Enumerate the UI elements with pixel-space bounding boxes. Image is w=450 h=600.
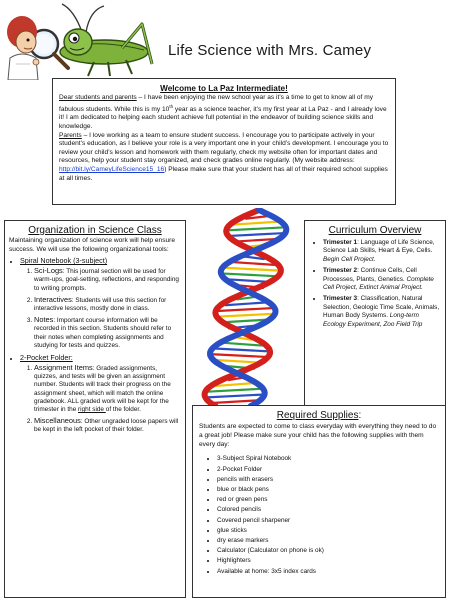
list-item: • Covered pencil sharpener (217, 516, 439, 526)
list-item: • Calculator (Calculator on phone is ok) (217, 546, 439, 556)
page-title: Life Science with Mrs. Camey (168, 42, 372, 59)
parents-lead: Parents (59, 131, 82, 139)
dna-base-pair (221, 273, 280, 276)
list-item: • blue or black pens (217, 485, 439, 495)
list-item: • 3-Subject Spiral Notebook (217, 454, 439, 464)
section-term: Interactives (34, 294, 72, 304)
list-item: • 2-Pocket Folder (217, 465, 439, 475)
welcome-paragraph-parents (59, 132, 389, 184)
students-text: – I have been enjoying the new school year as it’s a time to get to know all of my fabulous students. While this is my 10th year as a science teacher, it’s my first year at La Paz - and I already love it! I am dedicated to helping each student achieve full potential in the endeavor of building science skills and knowledge. (59, 94, 387, 130)
list-item: • Available at home: 3x5 index cards (217, 567, 439, 577)
dna-base-pair (215, 314, 274, 317)
notebook-sections (20, 267, 181, 350)
welcome-paragraph-students (59, 94, 389, 132)
list-item: • glue sticks (217, 526, 439, 536)
trimester-topics: : Continue Cells, Cell Processes, Plants, Genetics. (323, 267, 417, 283)
list-item: • Highlighters (217, 556, 439, 566)
trimester-term: Trimester 2 (323, 267, 358, 275)
dna-base-pair (217, 308, 274, 311)
list-item (34, 364, 181, 414)
dna-helix-illustration (184, 208, 308, 408)
parents-text: – I love working as a team to ensure student success. I encourage you to participate actively in your student’s education, as I believe your role is a very important one in your child’s development. I encourage you to review your child’s lesson and homework with them regularly, check my website often for important dates and resources, help your student stay organized, and check grades online regularly. (My website address: (59, 131, 389, 165)
folder-label: 2-Pocket Folder: (20, 353, 73, 363)
section-tail: of the folder. (105, 406, 141, 414)
list-item: • red or green pens (217, 495, 439, 505)
trimester-project: Complete Cell Project, Extinct Animal Project. (323, 275, 434, 292)
dna-base-pair (234, 222, 281, 225)
section-text: : This journal section will be used for warm-ups, goal-setting, reflections, and responding to writing prompts. (34, 268, 179, 292)
notebook-label: Spiral Notebook (3-subject) (20, 256, 108, 266)
trimester-topics: : Language of Life Science, Science Lab Skills, Heart & Eye, Cells. (323, 239, 435, 255)
students-lead: Dear students and parents (59, 94, 137, 101)
list-item (34, 267, 181, 293)
section-text: : Important course information will be recorded in this section. Students should refer to their notes when completing assignments and studying for tests and quizzes. (34, 317, 172, 349)
supplies-heading-colon: : (358, 410, 362, 421)
notebook-item (20, 256, 181, 350)
trimester-term: Trimester 3 (323, 295, 358, 303)
curriculum-heading: Curriculum Overview (328, 225, 422, 236)
folder-sections (20, 364, 181, 435)
section-text: : Other ungraded loose papers will be kept in the left pocket of their folder. (34, 418, 179, 434)
dna-base-pair (222, 268, 280, 271)
supplies-intro: Students are expected to come to class everyday with everything they need to do a great job! Please make sure your child has the following supplies with them every day: (199, 423, 437, 448)
section-term: Notes (34, 315, 54, 325)
folder-item (20, 353, 181, 435)
dna-base-pair (230, 262, 275, 265)
supplies-heading-text: Required Supplies (276, 410, 359, 421)
dna-base-pair (216, 383, 256, 386)
dna-base-pair (205, 394, 265, 397)
curriculum-box (304, 220, 446, 412)
parents-tail: ) Please make sure that your student has all of their required school supplies at all times. (59, 165, 388, 182)
list-item: • pencils with erasers (217, 475, 439, 485)
dna-base-pair (220, 343, 262, 346)
organization-box (4, 220, 186, 598)
dna-base-pair (225, 302, 269, 305)
supplies-heading (199, 410, 439, 421)
section-text: : Students will use this section for interactive lessons, mostly done in class. (34, 296, 167, 312)
dna-base-pair (227, 233, 286, 236)
list-item (34, 296, 181, 313)
dna-base-pair (208, 389, 264, 392)
curriculum-list (309, 239, 441, 329)
list-item: • dry erase markers (217, 536, 439, 546)
trimester-topics: : Classification, Natural Selection, Geologic Time Scale, Animals, Human Body Systems. (323, 295, 440, 320)
list-item (34, 417, 181, 434)
welcome-box (52, 78, 396, 205)
supplies-list (199, 454, 439, 576)
list-item (323, 239, 441, 264)
trimester-project: Begin Cell Project. (323, 255, 376, 263)
section-underlined: right side (78, 406, 106, 414)
trimester-term: Trimester 1 (323, 239, 358, 246)
list-item: • Colored pencils (217, 505, 439, 515)
trimester-project: Long-term Ecology Experiment, Zoo Field Trip (323, 312, 423, 328)
supplies-box (192, 405, 446, 598)
section-text: : Graded assignments, quizzes, and tests will be given an assignment number. Students will track their progress on the assignment sheet, which will match the online gradebook. ALL graded work will be kept for the trimester in the (34, 365, 171, 414)
section-term: Sci-Logs (34, 266, 63, 276)
dna-base-pair (228, 227, 286, 230)
dna-base-pair (210, 354, 270, 357)
list-item (323, 267, 441, 292)
organization-tools-list (9, 256, 181, 434)
dna-base-pair (212, 348, 268, 351)
list-item (323, 295, 441, 329)
section-term: Assignment Items (34, 363, 93, 373)
grasshopper-scientist-clipart (4, 2, 160, 80)
list-item (34, 316, 181, 350)
welcome-heading: Welcome to La Paz Intermediate! (160, 84, 288, 93)
organization-heading: Organization in Science Class (28, 225, 162, 236)
organization-intro: Maintaining organization of science work will help ensure success. We will use the following organizational tools: (9, 237, 176, 253)
section-term: Miscellaneous (34, 416, 81, 426)
website-link[interactable]: http://bit.ly/CameyLifeScience15_16 (59, 165, 165, 173)
